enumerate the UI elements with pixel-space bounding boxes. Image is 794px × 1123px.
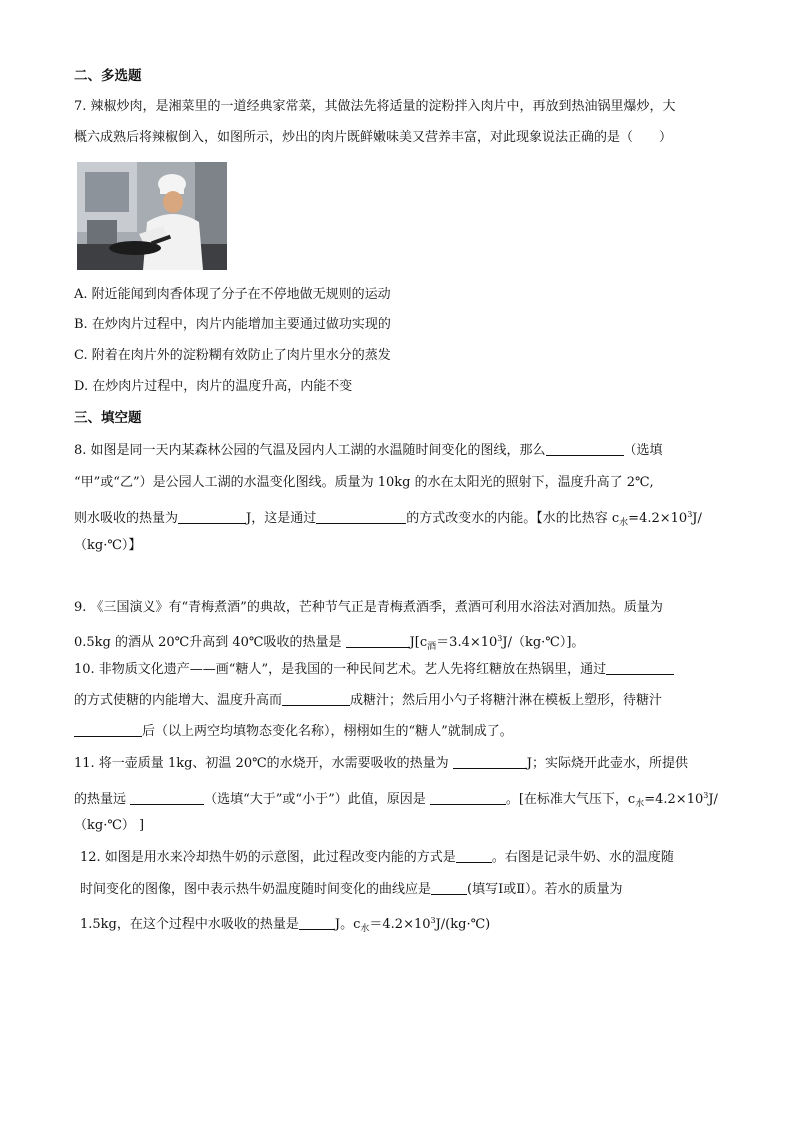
- q12-text: J/(kg·℃): [435, 917, 491, 932]
- q12-line-2: [80, 880, 623, 900]
- q8-text: =4.2×10: [628, 511, 688, 526]
- q12-text: (填写Ⅰ或Ⅱ）。若水的质量为: [467, 882, 623, 897]
- chef-photo-illustration: [77, 162, 227, 270]
- q12-text: 时间变化的图像，图中表示热牛奶温度随时间变化的曲线应是: [80, 882, 432, 897]
- answer-blank[interactable]: [346, 633, 410, 648]
- answer-blank[interactable]: [606, 660, 674, 675]
- q9-text: ＝3.4×10: [436, 635, 498, 650]
- q10-text: 后（以上两空均填物态变化名称），栩栩如生的“糖人”就制成了。: [142, 724, 513, 739]
- q10-line-2: [74, 691, 662, 711]
- q12-text: 12. 如图是用水来冷却热牛奶的示意图，此过程改变内能的方式是: [80, 850, 456, 865]
- q7-option-d: D. 在炒肉片过程中，肉片的温度升高，内能不变: [74, 379, 353, 394]
- q11-text: 11. 将一壶质量 1kg、初温 20℃的水烧开，水需要吸收的热量为: [74, 756, 453, 771]
- q12-line-3: [80, 911, 490, 939]
- q10-text: 成糖汁；然后用小勺子将糖汁淋在模板上塑形，待糖汁: [350, 693, 663, 708]
- q8-text: J，这是通过: [246, 511, 317, 526]
- q8-line-2: “甲”或“乙”）是公园人工湖的水温变化图线。质量为 10kg 的水在太阳光的照射下，温度升高了 2℃,: [74, 475, 654, 490]
- q12-text: 1.5kg，在这个过程中水吸收的热量是: [80, 917, 299, 932]
- subscript: 酒: [427, 642, 437, 652]
- q8-line-4: （kg·℃）】: [74, 538, 142, 553]
- q7-option-a: A. 附近能闻到肉香体现了分子在不停地做无规则的运动: [74, 287, 391, 302]
- q8-text: 的方式改变水的内能。【水的比热容 c: [406, 511, 620, 526]
- q10-text: 的方式使糖的内能增大、温度升高而: [74, 693, 283, 708]
- q12-text: 。右图是记录牛奶、水的温度随: [491, 850, 674, 865]
- q7-line-2: 概六成熟后将辣椒倒入，如图所示，炒出的肉片既鲜嫩味美又营养丰富，对此现象说法正确的是（ ）: [74, 130, 673, 145]
- answer-blank[interactable]: [316, 509, 406, 524]
- q12-text: J。c: [334, 917, 361, 932]
- q11-line-2: [74, 786, 718, 814]
- subscript: 水: [360, 924, 370, 934]
- subscript: 水: [635, 799, 645, 809]
- q12-line-1: [80, 848, 674, 868]
- q12-text: ＝4.2×10: [369, 917, 431, 932]
- answer-blank[interactable]: [282, 691, 350, 706]
- q9-line-1: 9. 《三国演义》有“青梅煮酒”的典故，芒种节气正是青梅煮酒季，煮酒可利用水浴法对酒加热。质量为: [74, 600, 663, 615]
- chef-cooking-photo: [77, 162, 227, 270]
- q11-text: J；实际烧开此壶水，所提供: [526, 756, 688, 771]
- q9-text: 0.5kg 的酒从 20℃升高到 40℃吸收的热量是: [74, 635, 346, 650]
- answer-blank[interactable]: [546, 441, 624, 456]
- q9-line-2: [74, 629, 584, 657]
- superscript: 3: [430, 916, 436, 925]
- q7-option-b: B. 在炒肉片过程中，肉片内能增加主要通过做功实现的: [74, 317, 391, 332]
- answer-blank[interactable]: [178, 509, 246, 524]
- q8-line-3: [74, 505, 702, 533]
- answer-blank[interactable]: [456, 848, 492, 863]
- q10-line-3: [74, 722, 513, 742]
- q8-text: 8. 如图是同一天内某森林公园的气温及园内人工湖的水温随时间变化的图线，那么: [74, 443, 546, 458]
- superscript: 3: [497, 634, 503, 643]
- q11-line-3: （kg·℃） ]: [74, 818, 145, 833]
- section-3-heading: 三、填空题: [74, 410, 142, 426]
- q7-line-1: 7. 辣椒炒肉，是湘菜里的一道经典家常菜，其做法先将适量的淀粉拌入肉片中，再放到热油锅里爆炒，大: [74, 99, 676, 114]
- answer-blank[interactable]: [430, 790, 506, 805]
- q8-text: J/: [692, 511, 702, 526]
- q9-text: J[c: [409, 635, 428, 650]
- superscript: 3: [703, 791, 709, 800]
- answer-blank[interactable]: [299, 915, 335, 930]
- q11-line-1: [74, 754, 688, 774]
- q11-text: （选填“大于”或“小于”）此值，原因是: [204, 792, 430, 807]
- q10-text: 10. 非物质文化遗产——画“糖人”，是我国的一种民间艺术。艺人先将红糖放在热锅里，通过: [74, 662, 607, 677]
- q8-text: 则水吸收的热量为: [74, 511, 179, 526]
- q9-text: J/（kg·℃）]。: [502, 635, 585, 650]
- q11-text: J/: [708, 792, 718, 807]
- q8-line-1: [74, 441, 663, 461]
- q7-option-c: C. 附着在肉片外的淀粉糊有效防止了肉片里水分的蒸发: [74, 348, 391, 363]
- answer-blank[interactable]: [453, 754, 527, 769]
- section-2-heading: 二、多选题: [74, 68, 142, 84]
- q8-text: （选填: [623, 443, 663, 458]
- superscript: 3: [687, 510, 693, 519]
- q10-line-1: [74, 660, 674, 680]
- q11-text: 。[在标准大气压下，c: [505, 792, 636, 807]
- subscript: 水: [619, 518, 629, 528]
- answer-blank[interactable]: [74, 722, 142, 737]
- answer-blank[interactable]: [431, 880, 467, 895]
- answer-blank[interactable]: [130, 790, 204, 805]
- q11-text: =4.2×10: [644, 792, 704, 807]
- q11-text: 的热量远: [74, 792, 131, 807]
